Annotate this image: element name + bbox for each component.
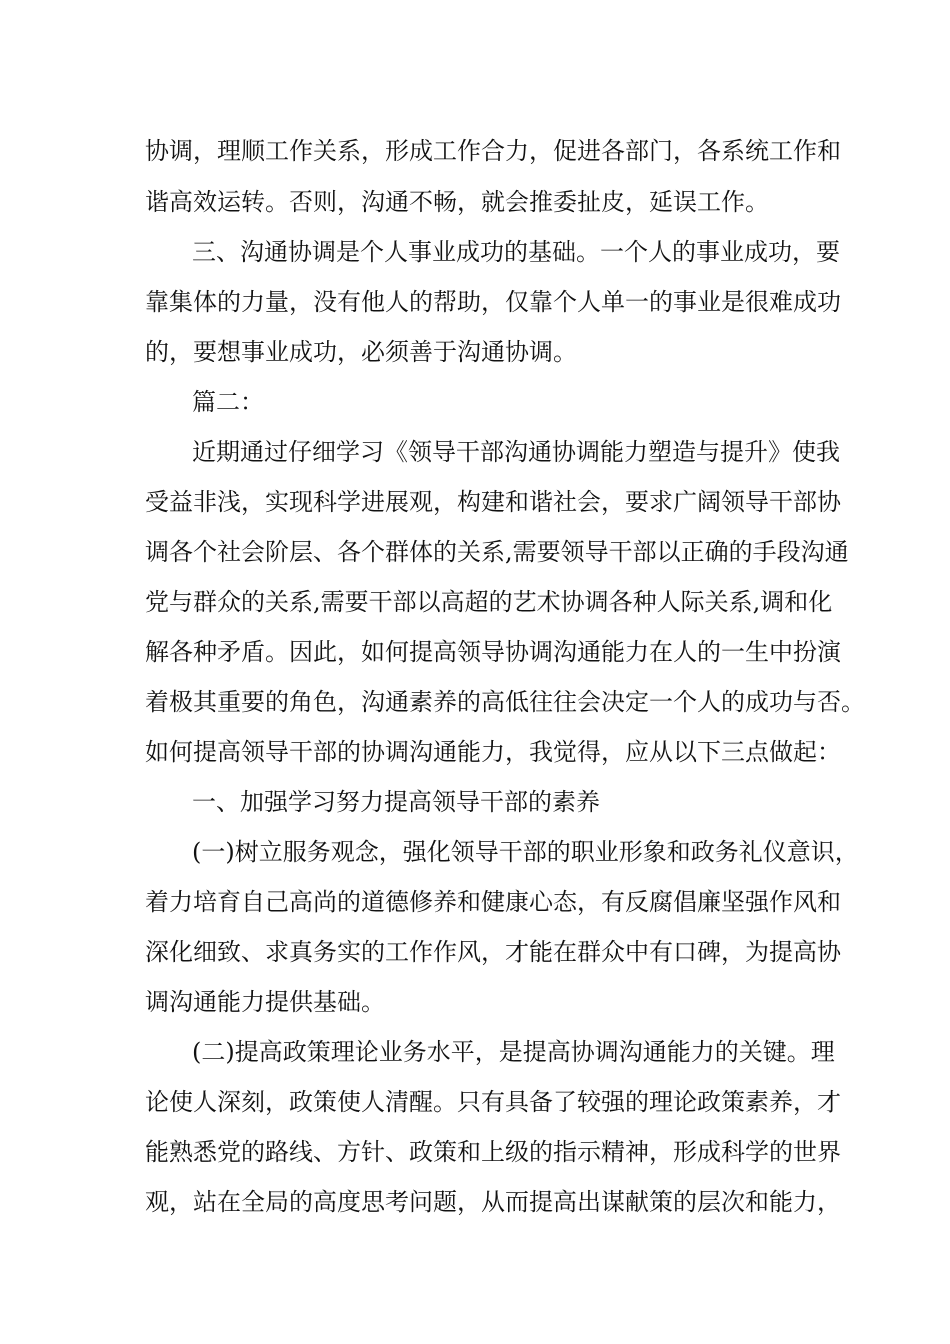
text-line-13: 如何提高领导干部的协调沟通能力，我觉得，应从以下三点做起： — [145, 738, 841, 766]
text-line-12: 着极其重要的角色，沟通素养的高低往往会决定一个人的成功与否。 — [145, 688, 865, 716]
text-line-18: 调沟通能力提供基础。 — [145, 988, 385, 1016]
text-line-4: 靠集体的力量，没有他人的帮助，仅靠个人单一的事业是很难成功 — [145, 288, 841, 316]
text-line-11: 解各种矛盾。因此，如何提高领导协调沟通能力在人的一生中扮演 — [145, 638, 841, 666]
text-line-3: 三、沟通协调是个人事业成功的基础。一个人的事业成功，要 — [192, 238, 840, 266]
text-line-2: 谐高效运转。否则，沟通不畅，就会推委扯皮，延误工作。 — [145, 188, 769, 216]
text-line-17: 深化细致、求真务实的工作作风，才能在群众中有口碑，为提高协 — [145, 938, 841, 966]
section-heading-pian-er: 篇二： — [192, 388, 264, 416]
text-line-16: 着力培育自己高尚的道德修养和健康心态，有反腐倡廉坚强作风和 — [145, 888, 841, 916]
text-line-9: 调各个社会阶层、各个群体的关系,需要领导干部以正确的手段沟通 — [145, 538, 849, 566]
text-line-8: 受益非浅，实现科学进展观，构建和谐社会，要求广阔领导干部协 — [145, 488, 841, 516]
text-line-22: 观，站在全局的高度思考问题，从而提高出谋献策的层次和能力， — [145, 1188, 841, 1216]
text-line-20: 论使人深刻，政策使人清醒。只有具备了较强的理论政策素养，才 — [145, 1088, 841, 1116]
text-line-10: 党与群众的关系,需要干部以高超的艺术协调各种人际关系,调和化 — [145, 588, 833, 616]
text-line-15: (一)树立服务观念，强化领导干部的职业形象和政务礼仪意识， — [192, 838, 859, 866]
text-line-21: 能熟悉党的路线、方针、政策和上级的指示精神，形成科学的世界 — [145, 1138, 841, 1166]
subheading-one: 一、加强学习努力提高领导干部的素养 — [192, 788, 600, 816]
text-line-7: 近期通过仔细学习《领导干部沟通协调能力塑造与提升》使我 — [192, 438, 840, 466]
text-line-19: (二)提高政策理论业务水平，是提高协调沟通能力的关键。理 — [192, 1038, 835, 1066]
text-line-5: 的，要想事业成功，必须善于沟通协调。 — [145, 338, 577, 366]
text-line-1: 协调，理顺工作关系，形成工作合力，促进各部门，各系统工作和 — [145, 137, 841, 165]
